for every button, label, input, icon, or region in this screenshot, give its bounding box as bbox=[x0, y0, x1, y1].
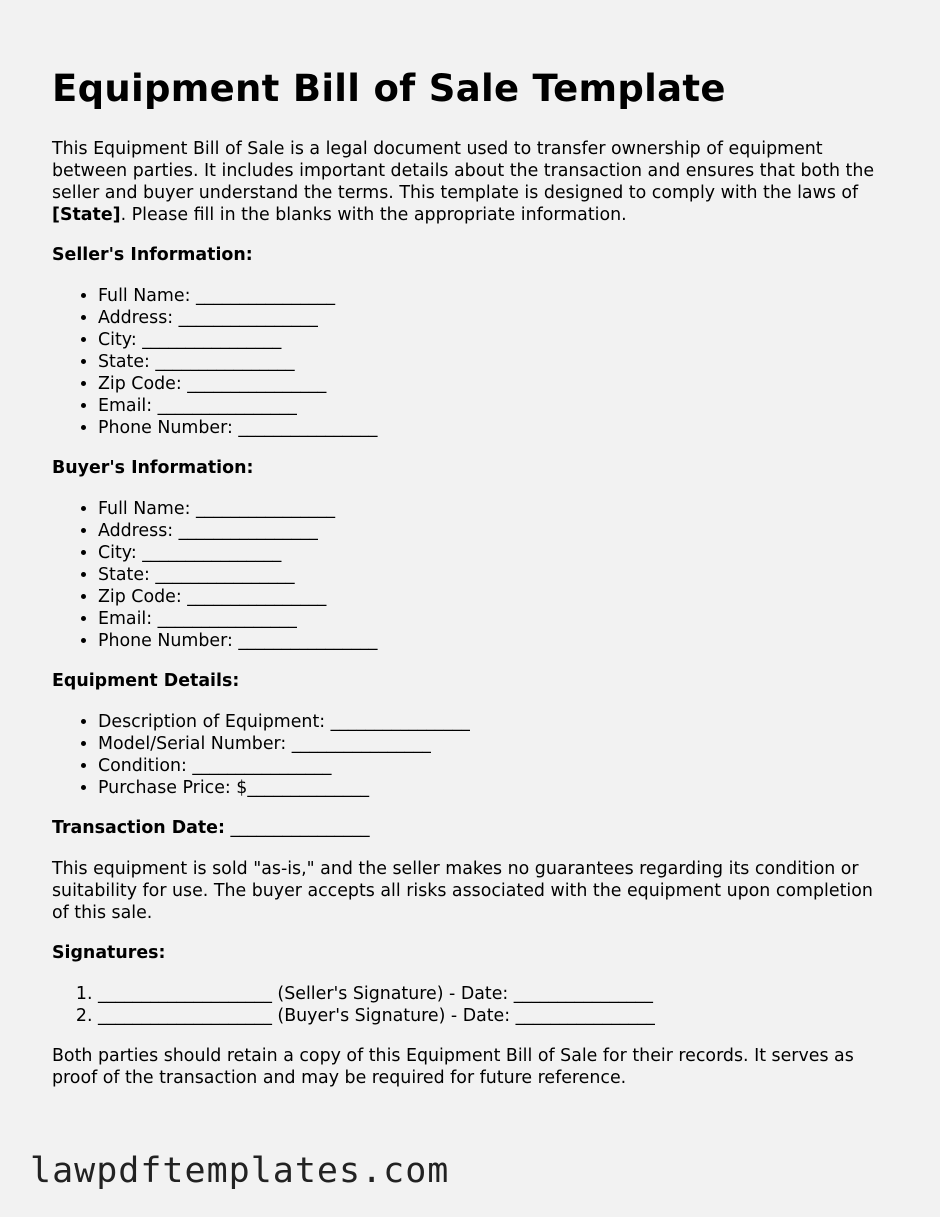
transaction-date-blank: ________________ bbox=[224, 818, 370, 838]
seller-full-name: • Full Name: ________________ bbox=[98, 285, 892, 307]
equipment-condition: • Condition: ________________ bbox=[98, 755, 892, 777]
buyer-address: • Address: ________________ bbox=[98, 520, 892, 542]
buyer-zip-code: • Zip Code: ________________ bbox=[98, 586, 892, 608]
seller-heading: Seller's Information: bbox=[52, 245, 253, 265]
watermark-text: lawpdftemplates.com bbox=[30, 1151, 450, 1191]
seller-state: • State: ________________ bbox=[98, 351, 892, 373]
intro-text-start: This Equipment Bill of Sale is a legal document used to transfer ownership of equipment between parties. It includes important details about the transaction and ensures that both the seller and buyer understand the terms. This template is designed to comply with the laws of bbox=[52, 139, 875, 203]
buyer-email: • Email: ________________ bbox=[98, 608, 892, 630]
seller-zip-code: • Zip Code: ________________ bbox=[98, 373, 892, 395]
seller-address: • Address: ________________ bbox=[98, 307, 892, 329]
buyer-state: • State: ________________ bbox=[98, 564, 892, 586]
as-is-paragraph: This equipment is sold "as-is," and the seller makes no guarantees regarding its condition or suitability for use. The buyer accepts all risks associated with the equipment upon completion of this sale. bbox=[52, 859, 873, 923]
seller-email: • Email: ________________ bbox=[98, 395, 892, 417]
buyer-heading: Buyer's Information: bbox=[52, 458, 254, 478]
buyer-list bbox=[52, 498, 892, 652]
equipment-model-serial: • Model/Serial Number: ________________ bbox=[98, 733, 892, 755]
equipment-description: • Description of Equipment: ________________ bbox=[98, 711, 892, 733]
seller-city: • City: ________________ bbox=[98, 329, 892, 351]
equipment-purchase-price: • Purchase Price: $______________ bbox=[98, 777, 892, 799]
intro-state-placeholder: [State] bbox=[52, 205, 121, 225]
seller-phone-number: • Phone Number: ________________ bbox=[98, 417, 892, 439]
buyer-full-name: • Full Name: ________________ bbox=[98, 498, 892, 520]
seller-list bbox=[52, 285, 892, 439]
transaction-date-label: Transaction Date: bbox=[52, 818, 225, 838]
equipment-list bbox=[52, 711, 892, 799]
buyer-city: • City: ________________ bbox=[98, 542, 892, 564]
signatures-list bbox=[52, 983, 892, 1027]
buyer-phone-number: • Phone Number: ________________ bbox=[98, 630, 892, 652]
transaction-date bbox=[52, 817, 892, 839]
document-page bbox=[52, 66, 892, 1107]
seller-signature-line: 1. ____________________ (Seller's Signature) - Date: ________________ bbox=[98, 983, 892, 1005]
signatures-heading: Signatures: bbox=[52, 943, 166, 963]
closing-paragraph: Both parties should retain a copy of this Equipment Bill of Sale for their records. It serves as proof of the transaction and may be required for future reference. bbox=[52, 1046, 854, 1088]
intro-paragraph bbox=[52, 138, 892, 226]
buyer-signature-line: 2. ____________________ (Buyer's Signature) - Date: ________________ bbox=[98, 1005, 892, 1027]
intro-text-end: . Please fill in the blanks with the appropriate information. bbox=[120, 205, 627, 225]
page-title: Equipment Bill of Sale Template bbox=[52, 67, 726, 110]
equipment-heading: Equipment Details: bbox=[52, 671, 240, 691]
